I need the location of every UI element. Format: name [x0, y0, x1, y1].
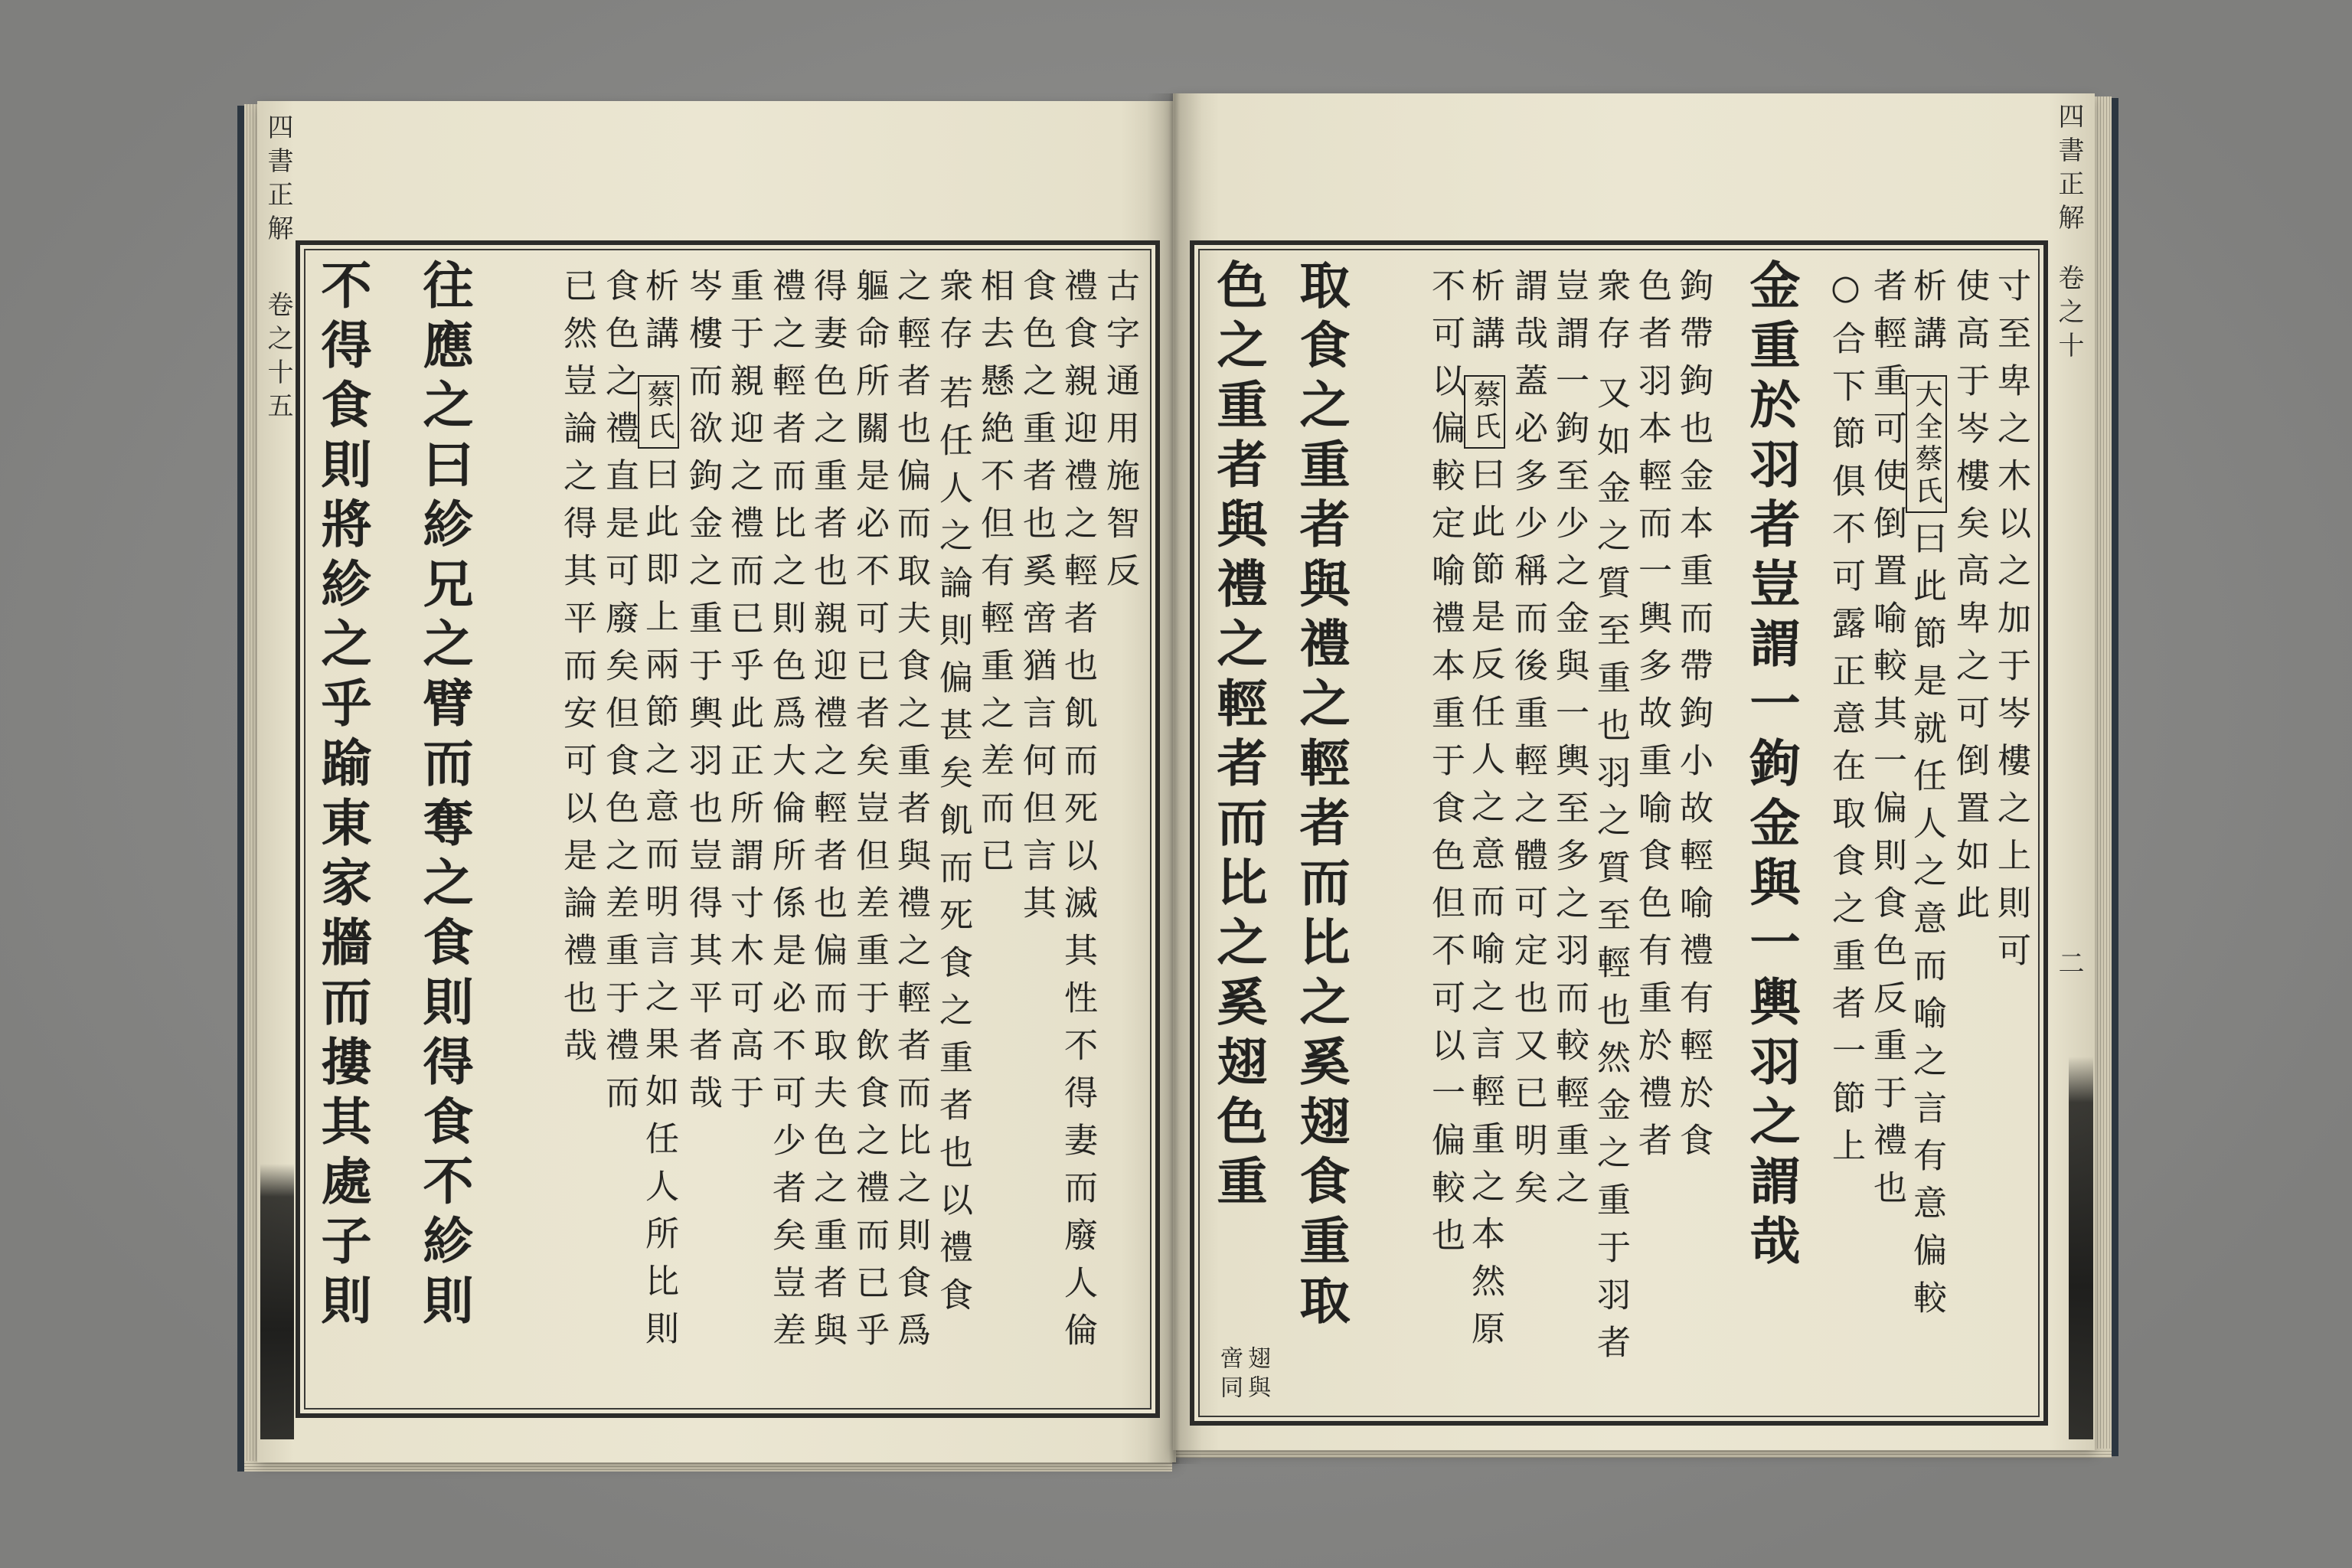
main-text-column: 色之重者與禮之輕者而比之奚翅色重 — [1208, 259, 1268, 1214]
commentary-column: 得妻色之重者也親迎禮之輕者也偏而取夫色之重者與 — [808, 268, 847, 1360]
commentary-column: 古字通用施智反 — [1100, 268, 1139, 600]
inline-note: 翅與 — [1243, 1346, 1270, 1404]
commentary-text: 曰此節是反任人之意而喻之言輕重之本然原 — [1465, 456, 1504, 1358]
left-margin-title: 四書正解 — [263, 113, 293, 248]
right-margin-volume: 卷之十 — [2053, 264, 2084, 365]
left-cover-edge — [237, 106, 244, 1472]
source-box: 蔡氏 — [638, 375, 679, 449]
right-margin-page-number: 二 — [2053, 949, 2084, 983]
commentary-column — [1909, 268, 1947, 1328]
left-margin-volume: 卷之十五 — [263, 291, 293, 426]
commentary-column: 色者羽本輕而一輿多故重喻食色有重於禮者 — [1632, 268, 1671, 1170]
commentary-label: 析講 — [1465, 268, 1504, 363]
commentary-label: 衆存 — [933, 268, 972, 363]
main-text-column: 金重於羽者豈謂一鉤金與一輿羽之謂哉 — [1741, 259, 1801, 1274]
commentary-column: 已然豈論之得其平而安可以是論禮也哉 — [557, 268, 596, 1075]
commentary-column: 岑樓而欲鉤金之重于輿羽也豈得其平者哉 — [683, 268, 722, 1122]
commentary-label: 析講 — [639, 268, 678, 363]
commentary-text: 曰此即上兩節之意而明言之果如任人所比則 — [639, 456, 678, 1358]
inline-note: 啻同 — [1216, 1346, 1243, 1404]
right-cover-edge — [2112, 98, 2118, 1456]
commentary-column — [641, 268, 679, 1358]
main-text-column: 取食之重者與禮之輕者而比之奚翅食重取 — [1291, 259, 1351, 1334]
commentary-column: 軀命所關是必不可已者矣豈但差重于飲食之禮而已乎 — [850, 268, 889, 1360]
commentary-column: 謂哉蓋必多少稱而後重輕之體可定也又已明矣 — [1508, 268, 1547, 1217]
commentary-label: 析講 — [1907, 268, 1946, 363]
commentary-column: 寸至卑之木以之加于岑樓之上則可 — [1991, 268, 2030, 980]
commentary-column: 相去懸絶不但有輕重之差而已 — [975, 268, 1014, 885]
commentary-column: 之輕者也偏而取夫食之重者與禮之輕者而比之則食爲 — [891, 268, 930, 1360]
right-margin-title: 四書正解 — [2053, 103, 2084, 237]
commentary-column: 不可以偏較定喻禮本重于食色但不可以一偏較也 — [1426, 268, 1465, 1265]
commentary-column: 鉤帶鉤也金本重而帶鉤小故輕喻禮有輕於食 — [1674, 268, 1713, 1170]
commentary-column: 豈謂一鉤至少之金與一輿至多之羽而較輕重之 — [1550, 268, 1589, 1217]
commentary-column: 禮之輕者而比之則色爲大倫所係是必不可少者矣豈差 — [766, 268, 805, 1360]
commentary-column: 者輕重可使倒置喻較其一偏則食色反重于禮也 — [1867, 268, 1906, 1217]
right-inked-edge — [2069, 1057, 2093, 1439]
main-text-column: 不得食則將紾之乎踰東家牆而摟其處子則 — [312, 259, 372, 1334]
commentary-column: ○合下節俱不可露正意在取食之重者一節上 — [1826, 268, 1865, 1175]
left-inked-edge — [260, 1164, 294, 1439]
commentary-text: 若任人之論則偏甚矣飢而死食之重者也以禮食 — [933, 375, 972, 1325]
commentary-column — [1591, 268, 1629, 1372]
commentary-column: 重于親迎之禮而已乎此正所謂寸木可高于 — [724, 268, 763, 1122]
commentary-column — [933, 268, 972, 1325]
commentary-column: 使高于岑樓矣高卑之可倒置如此 — [1950, 268, 1989, 933]
commentary-text: 又如金之質至重也羽之質至輕也然金之重于羽者 — [1591, 375, 1630, 1372]
commentary-column: 食色之禮直是可廢矣但食色之差重于禮而 — [599, 268, 639, 1122]
commentary-column: 食色之重者也奚啻猶言何但言其 — [1017, 268, 1056, 933]
commentary-column: 禮食親迎禮之輕者也飢而死以滅其性不得妻而廢人倫 — [1058, 268, 1097, 1360]
commentary-column — [1467, 268, 1505, 1358]
main-text-column: 往應之曰紾兄之臂而奪之食則得食不紾則 — [414, 259, 474, 1334]
source-box: 蔡氏 — [1464, 375, 1505, 449]
source-box: 大全蔡氏 — [1906, 375, 1947, 513]
right-page-edge-stack — [2095, 96, 2112, 1456]
commentary-text: 曰此節是就任人之意而喻之言有意偏較 — [1907, 521, 1946, 1328]
commentary-label: 衆存 — [1591, 268, 1630, 363]
left-bottom-edge-stack — [244, 1461, 1172, 1472]
